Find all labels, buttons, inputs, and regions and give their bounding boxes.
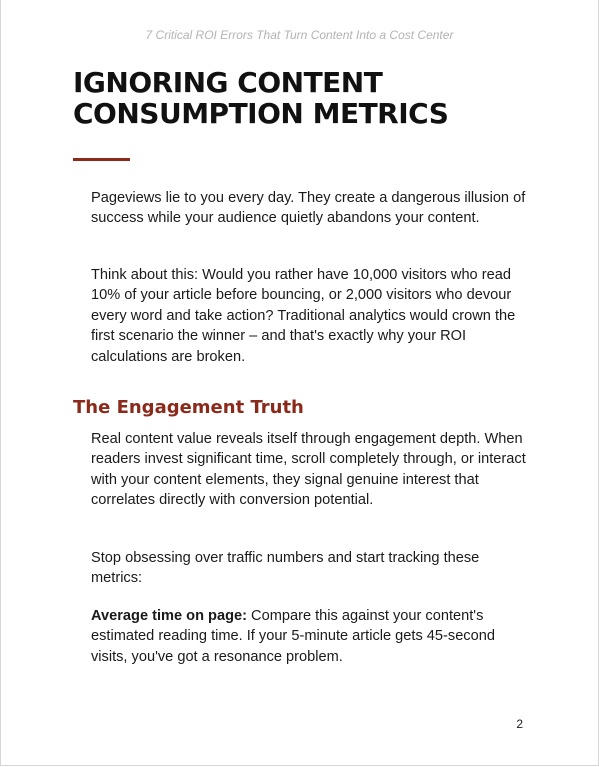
metric-paragraph xyxy=(91,606,531,667)
chapter-title-line-1: IGNORING CONTENT xyxy=(73,66,383,99)
engagement-paragraph: Real content value reveals itself through engagement depth. When readers invest significant time, scroll completely through, or interact with your content elements, they signal genuine interest that correlates directly with conversion potential. xyxy=(91,431,526,509)
title-accent-rule xyxy=(73,158,130,161)
scenario-paragraph: Think about this: Would you rather have 10,000 visitors who read 10% of your article before bouncing, or 2,000 visitors who devour every word and take action? Traditional analytics would crown the first scenario the winner – and that's exactly why your ROI calculations are broken. xyxy=(91,267,516,365)
metric-lead: Average time on page: xyxy=(91,608,247,624)
running-header: 7 Critical ROI Errors That Turn Content Into a Cost Center xyxy=(145,28,454,42)
section-heading: The Engagement Truth xyxy=(73,397,304,418)
chapter-title xyxy=(73,67,553,129)
chapter-title-line-2: CONSUMPTION METRICS xyxy=(73,97,449,130)
intro-paragraph: Pageviews lie to you every day. They create a dangerous illusion of success while your audience quietly abandons your content. xyxy=(91,190,526,227)
metric-description: Compare this against your content's estimated reading time. If your 5-minute article gets 45-second visits, you've got a resonance problem. xyxy=(91,608,495,665)
page-number: 2 xyxy=(516,717,523,731)
tracking-paragraph: Stop obsessing over traffic numbers and start tracking these metrics: xyxy=(91,550,480,587)
